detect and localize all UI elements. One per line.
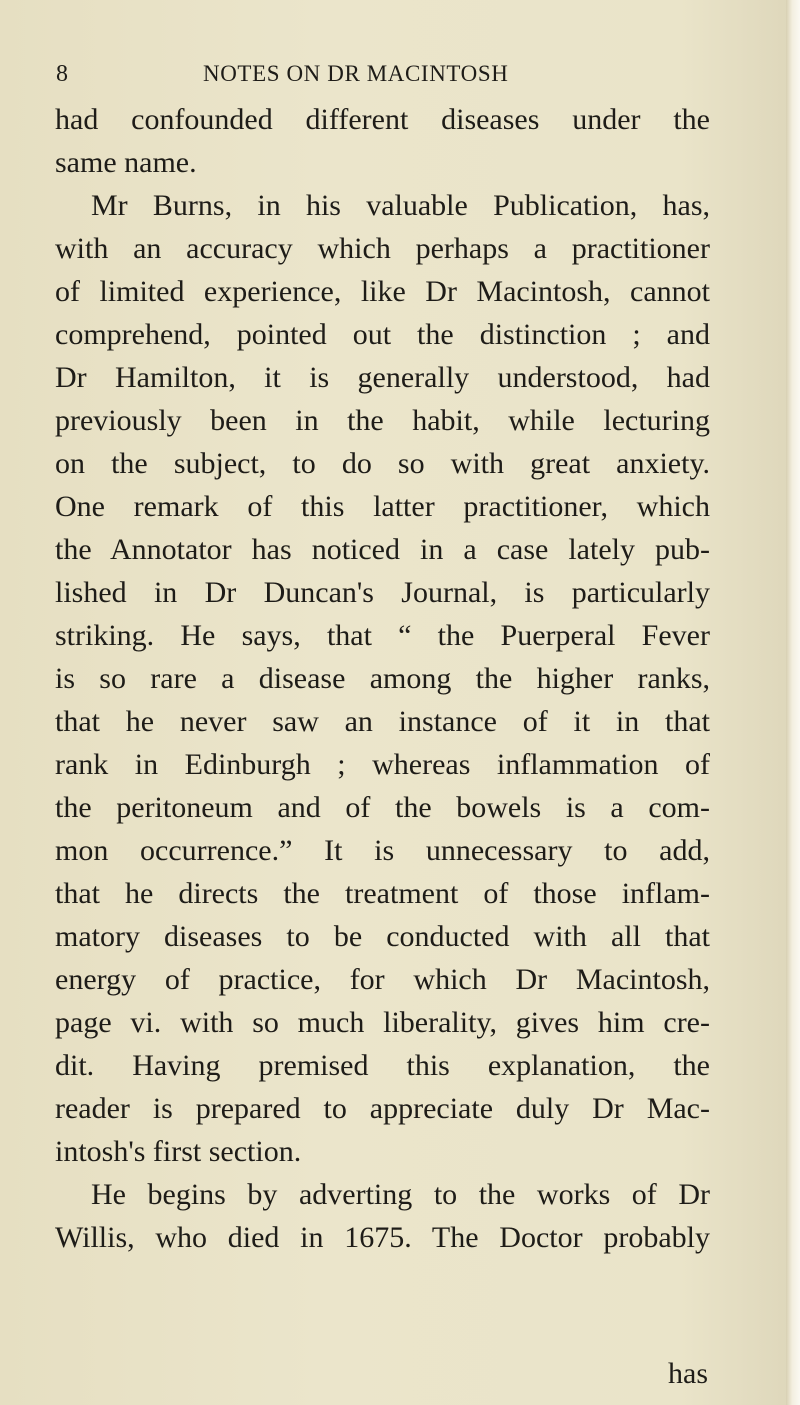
text-line: same name.: [55, 146, 197, 179]
text-line: Mr Burns, in his valuable Publication, has,: [91, 189, 710, 222]
text-line: the Annotator has noticed in a case lately pub-: [55, 533, 710, 566]
running-head: NOTES ON DR MACINTOSH: [203, 61, 509, 86]
text-line: striking. He says, that “ the Puerperal Fever: [55, 619, 710, 652]
text-line: the peritoneum and of the bowels is a com-: [55, 791, 710, 824]
text-line: page vi. with so much liberality, gives him cre-: [55, 1006, 710, 1039]
text-line: energy of practice, for which Dr Macintosh,: [55, 963, 710, 996]
text-line: mon occurrence.” It is unnecessary to add,: [55, 834, 710, 867]
page-number: 8: [56, 61, 68, 87]
page-edge: [786, 0, 800, 1405]
body-text: [55, 98, 710, 1259]
text-line: with an accuracy which perhaps a practitioner: [55, 232, 710, 265]
text-line: comprehend, pointed out the distinction ; and: [55, 318, 710, 351]
text-line: had confounded different diseases under the: [55, 103, 710, 136]
text-line: dit. Having premised this explanation, the: [55, 1049, 710, 1082]
text-line: Willis, who died in 1675. The Doctor probably: [55, 1221, 710, 1254]
text-line: that he directs the treatment of those inflam-: [55, 877, 710, 910]
text-line: He begins by adverting to the works of Dr: [91, 1178, 710, 1211]
text-line: intosh's first section.: [55, 1135, 302, 1168]
page-header: [0, 58, 800, 90]
text-line: matory diseases to be conducted with all that: [55, 920, 710, 953]
catchword: has: [668, 1357, 708, 1390]
text-line: that he never saw an instance of it in that: [55, 705, 710, 738]
text-line: lished in Dr Duncan's Journal, is particularly: [55, 576, 710, 609]
text-line: Dr Hamilton, it is generally understood, had: [55, 361, 710, 394]
text-line: on the subject, to do so with great anxiety.: [55, 447, 710, 480]
text-line: previously been in the habit, while lecturing: [55, 404, 710, 437]
text-line: reader is prepared to appreciate duly Dr Mac-: [55, 1092, 710, 1125]
text-line: rank in Edinburgh ; whereas inflammation of: [55, 748, 710, 781]
text-line: of limited experience, like Dr Macintosh, cannot: [55, 275, 710, 308]
text-line: One remark of this latter practitioner, which: [55, 490, 710, 523]
text-line: is so rare a disease among the higher ranks,: [55, 662, 710, 695]
